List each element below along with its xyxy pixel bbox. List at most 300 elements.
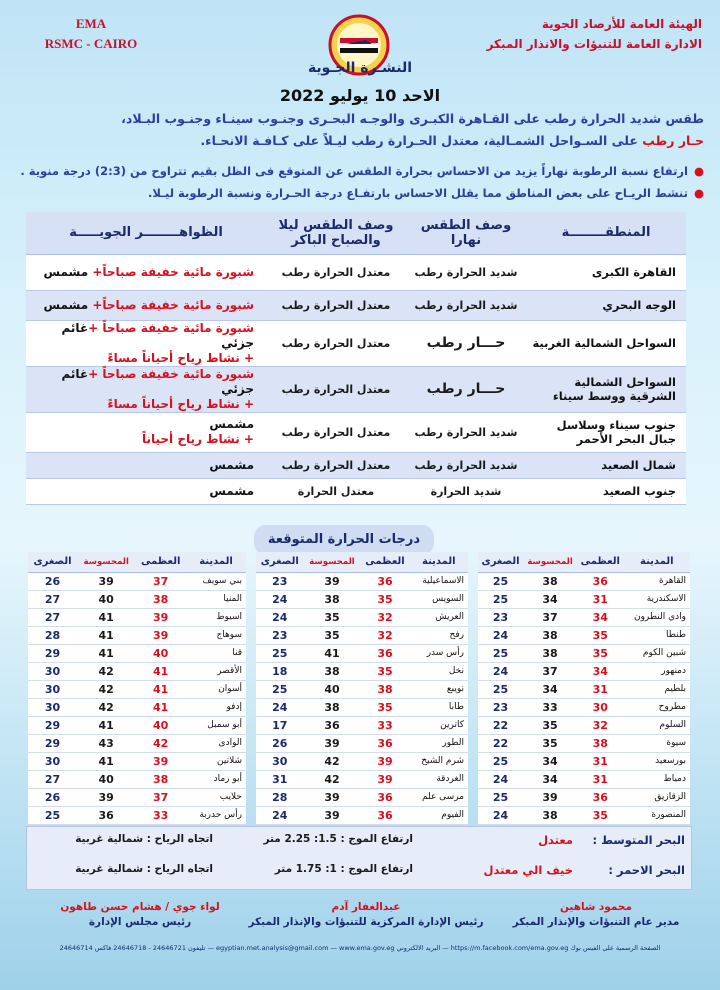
min-temp: 24 (478, 770, 523, 788)
weather-row (26, 290, 686, 320)
feels-like-temp: 39 (304, 788, 361, 806)
signature-block (246, 900, 486, 930)
th-max: العظمى (360, 552, 409, 572)
wave-height: ارتفاع الموج : 1.5: 2.25 متر (263, 833, 413, 845)
col-night: وصف الطقس ليلا والصباح الباكر (266, 212, 406, 254)
city-name: رأس حدربة (186, 806, 246, 824)
department-name: الادارة العامة للتنبؤات والانذار المبكر (486, 37, 702, 51)
temp-row (478, 806, 690, 824)
summary-hot-humid: حـار رطب (642, 133, 704, 148)
feels-like-temp: 39 (77, 572, 135, 590)
note-item: ●ارتفاع نسبة الرطوبة نهاراً يزيد من الاحساس بحرارة الطقس عن المتوقع فى الظل بقيم تتراوح من (2:3) درجة منوية . (20, 164, 704, 178)
city-name: الزقازيق (624, 788, 690, 806)
temp-row (28, 680, 246, 698)
rsmc-label: RSMC - CAIRO (44, 36, 138, 51)
header-right (442, 14, 702, 54)
phenomena (26, 254, 266, 290)
th-city: المدينة (410, 552, 468, 572)
temp-row (28, 644, 246, 662)
region-name: الوجه البحري (526, 290, 686, 320)
signatory-role: رئيس الإدارة المركزية للتنبؤات والإنذار المبكر (248, 916, 484, 928)
sea-state: معتدل (538, 833, 573, 847)
region-name: السواحل الشمالية الشرقية ووسط سيناء (526, 366, 686, 412)
day-description: شديد الحرارة رطب (406, 452, 526, 478)
min-temp: 25 (256, 644, 304, 662)
temp-row (28, 788, 246, 806)
feels-like-temp: 41 (77, 608, 135, 626)
temp-row (28, 662, 246, 680)
feels-like-temp: 35 (523, 734, 577, 752)
sea-row-red-sea (27, 863, 693, 891)
city-name: أسوان (186, 680, 246, 698)
phenomena-wind: + نشاط رياح أحياناً مساءً (107, 396, 254, 411)
city-name: نويبع (410, 680, 468, 698)
th-feel: المحسوسة (77, 552, 135, 572)
max-temp: 30 (577, 698, 624, 716)
feels-like-temp: 35 (304, 608, 361, 626)
phenomena-sky: مشمس (43, 264, 93, 279)
min-temp: 24 (256, 608, 304, 626)
city-name: شبين الكوم (624, 644, 690, 662)
city-name: دمياط (624, 770, 690, 788)
phenomena-sky: مشمس (209, 417, 254, 431)
feels-like-temp: 37 (523, 662, 577, 680)
feels-like-temp: 34 (523, 752, 577, 770)
temp-row (256, 608, 468, 626)
max-temp: 36 (360, 734, 409, 752)
temp-row (28, 608, 246, 626)
night-description: معتدل الحرارة رطب (266, 412, 406, 452)
temp-row (478, 752, 690, 770)
phenomena-fog: شبورة مائية خفيفة صباحاً + (88, 366, 254, 381)
max-temp: 31 (577, 680, 624, 698)
night-description: معتدل الحرارة رطب (266, 366, 406, 412)
temp-row (478, 716, 690, 734)
min-temp: 25 (28, 806, 77, 824)
max-temp: 34 (577, 608, 624, 626)
max-temp: 32 (360, 626, 409, 644)
temp-row (28, 626, 246, 644)
max-temp: 39 (135, 608, 186, 626)
city-name: نخل (410, 662, 468, 680)
min-temp: 23 (256, 626, 304, 644)
col-region: المنطقــــــــة (526, 212, 686, 254)
temp-row (478, 734, 690, 752)
max-temp: 35 (577, 644, 624, 662)
th-max: العظمى (135, 552, 186, 572)
summary-line-2 (16, 130, 704, 152)
bullet-icon: ● (693, 164, 704, 178)
min-temp: 26 (28, 572, 77, 590)
city-name: كاترين (410, 716, 468, 734)
day-description: شديد الحرارة رطب (406, 254, 526, 290)
city-name: أبو رماد (186, 770, 246, 788)
city-name: المنصورة (624, 806, 690, 824)
temp-row (478, 770, 690, 788)
weather-row (26, 412, 686, 452)
phenomena-sky: مشمس (43, 297, 93, 312)
city-name: بورسعيد (624, 752, 690, 770)
bulletin-title: النشـرة الجـوية (307, 60, 413, 76)
min-temp: 27 (28, 590, 77, 608)
feels-like-temp: 39 (304, 572, 361, 590)
min-temp: 26 (256, 734, 304, 752)
min-temp: 23 (478, 698, 523, 716)
weather-row (26, 452, 686, 478)
temp-row (28, 698, 246, 716)
city-name: المنيا (186, 590, 246, 608)
wind-direction: اتجاه الرياح : شمالية غربية (75, 863, 213, 875)
sea-name: البحر الاحمر : (608, 863, 685, 877)
feels-like-temp: 38 (523, 572, 577, 590)
temp-row (256, 698, 468, 716)
temp-row (478, 788, 690, 806)
min-temp: 30 (28, 752, 77, 770)
city-name: اسيوط (186, 608, 246, 626)
temp-row (256, 644, 468, 662)
min-temp: 24 (478, 626, 523, 644)
ema-abbrev: EMA (75, 16, 107, 31)
feels-like-temp: 33 (523, 698, 577, 716)
min-temp: 30 (28, 698, 77, 716)
city-name: سوهاج (186, 626, 246, 644)
temp-row (256, 680, 468, 698)
feels-like-temp: 34 (523, 590, 577, 608)
sea-conditions (26, 826, 692, 890)
temps-table-2 (256, 552, 468, 825)
feels-like-temp: 41 (77, 752, 135, 770)
feels-like-temp: 38 (304, 698, 361, 716)
city-name: الغردقة (410, 770, 468, 788)
th-city: المدينة (186, 552, 246, 572)
temps-table-3 (28, 552, 246, 825)
city-name: رفح (410, 626, 468, 644)
min-temp: 25 (478, 752, 523, 770)
min-temp: 27 (28, 608, 77, 626)
weather-row (26, 254, 686, 290)
bulletin-date: الاحد 10 يوليو 2022 (279, 86, 441, 105)
signature-block (40, 900, 240, 930)
signatory-role: مدير عام التنبؤات والإنذار المبكر (512, 916, 680, 928)
min-temp: 28 (28, 626, 77, 644)
feels-like-temp: 38 (523, 806, 577, 824)
max-temp: 41 (135, 698, 186, 716)
col-phenomena: الظواهــــــــر الجويـــــة (26, 212, 266, 254)
signatory-name: عبدالغفار آدم (331, 901, 401, 913)
feels-like-temp: 35 (304, 626, 361, 644)
region-name: القاهرة الكبرى (526, 254, 686, 290)
min-temp: 25 (478, 644, 523, 662)
max-temp: 39 (360, 770, 409, 788)
min-temp: 23 (478, 608, 523, 626)
min-temp: 28 (256, 788, 304, 806)
city-name: السلوم (624, 716, 690, 734)
signature-block (496, 900, 696, 930)
city-name: وادي النطرون (624, 608, 690, 626)
min-temp: 25 (478, 788, 523, 806)
sea-state: خيف الي معتدل (483, 863, 573, 877)
temp-row (256, 770, 468, 788)
max-temp: 37 (135, 572, 186, 590)
feels-like-temp: 41 (77, 626, 135, 644)
feels-like-temp: 41 (77, 644, 135, 662)
phenomena-fog: شبورة مائية خفيفة صباحاً+ (92, 297, 254, 312)
feels-like-temp: 42 (77, 662, 135, 680)
night-description: معتدل الحرارة رطب (266, 452, 406, 478)
min-temp: 30 (28, 680, 77, 698)
temp-row (256, 590, 468, 608)
max-temp: 40 (135, 716, 186, 734)
max-temp: 35 (360, 698, 409, 716)
city-name: العريش (410, 608, 468, 626)
max-temp: 41 (135, 662, 186, 680)
phenomena (26, 320, 266, 366)
max-temp: 35 (577, 626, 624, 644)
signatory-name: لواء جوي / هشام حسن طاهون (60, 901, 220, 913)
city-name: بني سويف (186, 572, 246, 590)
phenomena-sky: مشمس (209, 483, 254, 498)
feels-like-temp: 40 (304, 680, 361, 698)
temp-row (478, 680, 690, 698)
max-temp: 36 (360, 644, 409, 662)
feels-like-temp: 38 (523, 626, 577, 644)
phenomena-sky: غائم جزئي (61, 366, 254, 396)
temp-row (256, 662, 468, 680)
day-description: شديد الحرارة رطب (406, 412, 526, 452)
phenomena-fog: شبورة مائية خفيفة صباحاً + (88, 320, 254, 335)
feels-like-temp: 42 (77, 698, 135, 716)
day-description: حـــار رطب (406, 366, 526, 412)
max-temp: 32 (577, 716, 624, 734)
city-name: مرسى علم (410, 788, 468, 806)
min-temp: 29 (28, 734, 77, 752)
temp-row (256, 626, 468, 644)
temp-row (256, 752, 468, 770)
weather-summary (16, 108, 704, 152)
city-name: الفيوم (410, 806, 468, 824)
temp-row (478, 572, 690, 590)
th-min: الصغرى (256, 552, 304, 572)
weather-row (26, 366, 686, 412)
night-description: معتدل الحرارة رطب (266, 320, 406, 366)
temp-row (28, 590, 246, 608)
signatory-name: محمود شاهين (559, 901, 633, 913)
feels-like-temp: 39 (523, 788, 577, 806)
temp-row (478, 608, 690, 626)
min-temp: 25 (256, 680, 304, 698)
phenomena (26, 290, 266, 320)
max-temp: 34 (577, 662, 624, 680)
city-name: إدفو (186, 698, 246, 716)
phenomena (26, 366, 266, 412)
weather-row (26, 478, 686, 504)
th-max: العظمى (577, 552, 624, 572)
signatory-role: رئيس مجلس الإدارة (88, 916, 192, 928)
city-name: الوادى (186, 734, 246, 752)
note-item: ●تنشط الريـاح على بعض المناطق مما يقلل الاحساس بارتفـاع درجة الحـرارة ونسبة الرطوبة ليـلا. (148, 186, 704, 200)
notes-list (16, 160, 704, 204)
feels-like-temp: 37 (523, 608, 577, 626)
city-name: طابا (410, 698, 468, 716)
max-temp: 38 (577, 734, 624, 752)
temp-row (256, 572, 468, 590)
max-temp: 36 (577, 788, 624, 806)
feels-like-temp: 39 (304, 734, 361, 752)
max-temp: 37 (135, 788, 186, 806)
max-temp: 31 (577, 770, 624, 788)
max-temp: 38 (135, 590, 186, 608)
max-temp: 36 (360, 806, 409, 824)
max-temp: 40 (135, 644, 186, 662)
temp-row (256, 716, 468, 734)
max-temp: 36 (360, 788, 409, 806)
summary-line-1: طقس شديد الحرارة رطب على القـاهرة الكبـرى والوجـه البحـرى وجنـوب سينـاء وجنـوب البـلاد، (121, 111, 704, 126)
phenomena-wind: + نشاط رياح أحياناً (141, 432, 254, 446)
min-temp: 30 (28, 662, 77, 680)
city-name: شرم الشيخ (410, 752, 468, 770)
feels-like-temp: 42 (77, 680, 135, 698)
city-name: أبو سمبل (186, 716, 246, 734)
phenomena-wind: + نشاط رياح أحياناً مساءً (107, 350, 254, 365)
city-name: القاهرة (624, 572, 690, 590)
temp-row (478, 698, 690, 716)
feels-like-temp: 38 (523, 644, 577, 662)
feels-like-temp: 42 (304, 770, 361, 788)
max-temp: 33 (135, 806, 186, 824)
min-temp: 25 (478, 572, 523, 590)
feels-like-temp: 39 (304, 806, 361, 824)
summary-line-2-rest: على السـواحل الشمـالية، معتدل الحـرارة رطب ليـلاً على كـافـة الانحـاء. (200, 133, 638, 148)
temp-row (478, 644, 690, 662)
day-description: شديد الحرارة رطب (406, 290, 526, 320)
th-feel: المحسوسة (523, 552, 577, 572)
phenomena-sky: مشمس (209, 457, 254, 472)
min-temp: 18 (256, 662, 304, 680)
min-temp: 23 (256, 572, 304, 590)
sea-row-mediterranean (27, 833, 693, 861)
night-description: معتدل الحرارة رطب (266, 290, 406, 320)
temp-row (28, 572, 246, 590)
max-temp: 41 (135, 680, 186, 698)
phenomena-sky: غائم جزئي (61, 320, 254, 350)
feels-like-temp: 42 (304, 752, 361, 770)
feels-like-temp: 36 (304, 716, 361, 734)
temp-row (256, 806, 468, 824)
max-temp: 36 (577, 572, 624, 590)
temp-row (478, 590, 690, 608)
max-temp: 38 (135, 770, 186, 788)
city-name: بلطيم (624, 680, 690, 698)
city-name: الطور (410, 734, 468, 752)
col-day: وصف الطقس نهارا (406, 212, 526, 254)
feels-like-temp: 38 (304, 662, 361, 680)
min-temp: 25 (478, 590, 523, 608)
region-name: السواحل الشمالية الغربية (526, 320, 686, 366)
min-temp: 22 (478, 716, 523, 734)
day-description: حـــار رطب (406, 320, 526, 366)
min-temp: 26 (28, 788, 77, 806)
city-name: قنا (186, 644, 246, 662)
wave-height: ارتفاع الموج : 1: 1.75 متر (274, 863, 413, 875)
city-name: السويس (410, 590, 468, 608)
authority-name: الهيئة العامة للأرصاد الجوية (541, 17, 702, 31)
th-min: الصغرى (28, 552, 77, 572)
max-temp: 36 (360, 572, 409, 590)
city-name: دمنهور (624, 662, 690, 680)
city-name: الاسكندرية (624, 590, 690, 608)
max-temp: 31 (577, 752, 624, 770)
temps-table-1 (478, 552, 690, 825)
city-name: طنطا (624, 626, 690, 644)
max-temp: 42 (135, 734, 186, 752)
region-name: جنوب الصعيد (526, 478, 686, 504)
min-temp: 24 (256, 806, 304, 824)
phenomena (26, 478, 266, 504)
city-name: مطروح (624, 698, 690, 716)
wind-direction: اتجاه الرياح : شمالية غربية (75, 833, 213, 845)
feels-like-temp: 40 (77, 590, 135, 608)
city-name: الاسماعيلية (410, 572, 468, 590)
temp-row (28, 806, 246, 824)
max-temp: 39 (135, 626, 186, 644)
min-temp: 22 (478, 734, 523, 752)
max-temp: 35 (360, 590, 409, 608)
temp-row (28, 752, 246, 770)
min-temp: 27 (28, 770, 77, 788)
feels-like-temp: 34 (523, 770, 577, 788)
th-city: المدينة (624, 552, 690, 572)
max-temp: 35 (360, 662, 409, 680)
weather-row (26, 320, 686, 366)
day-description: شديد الحرارة (406, 478, 526, 504)
feels-like-temp: 39 (77, 788, 135, 806)
max-temp: 39 (360, 752, 409, 770)
night-description: معتدل الحرارة رطب (266, 254, 406, 290)
min-temp: 24 (256, 698, 304, 716)
header-left (36, 14, 146, 54)
sea-name: البحر المتوسط : (592, 833, 685, 847)
min-temp: 24 (478, 662, 523, 680)
feels-like-temp: 38 (304, 590, 361, 608)
feels-like-temp: 41 (77, 716, 135, 734)
feels-like-temp: 36 (77, 806, 135, 824)
night-description: معتدل الحرارة (266, 478, 406, 504)
weather-table (26, 212, 686, 505)
max-temp: 33 (360, 716, 409, 734)
region-name: شمال الصعيد (526, 452, 686, 478)
city-name: رأس سدر (410, 644, 468, 662)
city-name: حلايب (186, 788, 246, 806)
temp-row (28, 734, 246, 752)
feels-like-temp: 34 (523, 680, 577, 698)
bullet-icon: ● (693, 186, 704, 200)
max-temp: 38 (360, 680, 409, 698)
th-feel: المحسوسة (304, 552, 361, 572)
temp-row (28, 716, 246, 734)
phenomena (26, 412, 266, 452)
feels-like-temp: 40 (77, 770, 135, 788)
feels-like-temp: 43 (77, 734, 135, 752)
min-temp: 24 (256, 590, 304, 608)
city-name: سيوة (624, 734, 690, 752)
min-temp: 30 (256, 752, 304, 770)
phenomena (26, 452, 266, 478)
temp-row (478, 626, 690, 644)
min-temp: 24 (478, 806, 523, 824)
feels-like-temp: 35 (523, 716, 577, 734)
max-temp: 39 (135, 752, 186, 770)
th-min: الصغرى (478, 552, 523, 572)
